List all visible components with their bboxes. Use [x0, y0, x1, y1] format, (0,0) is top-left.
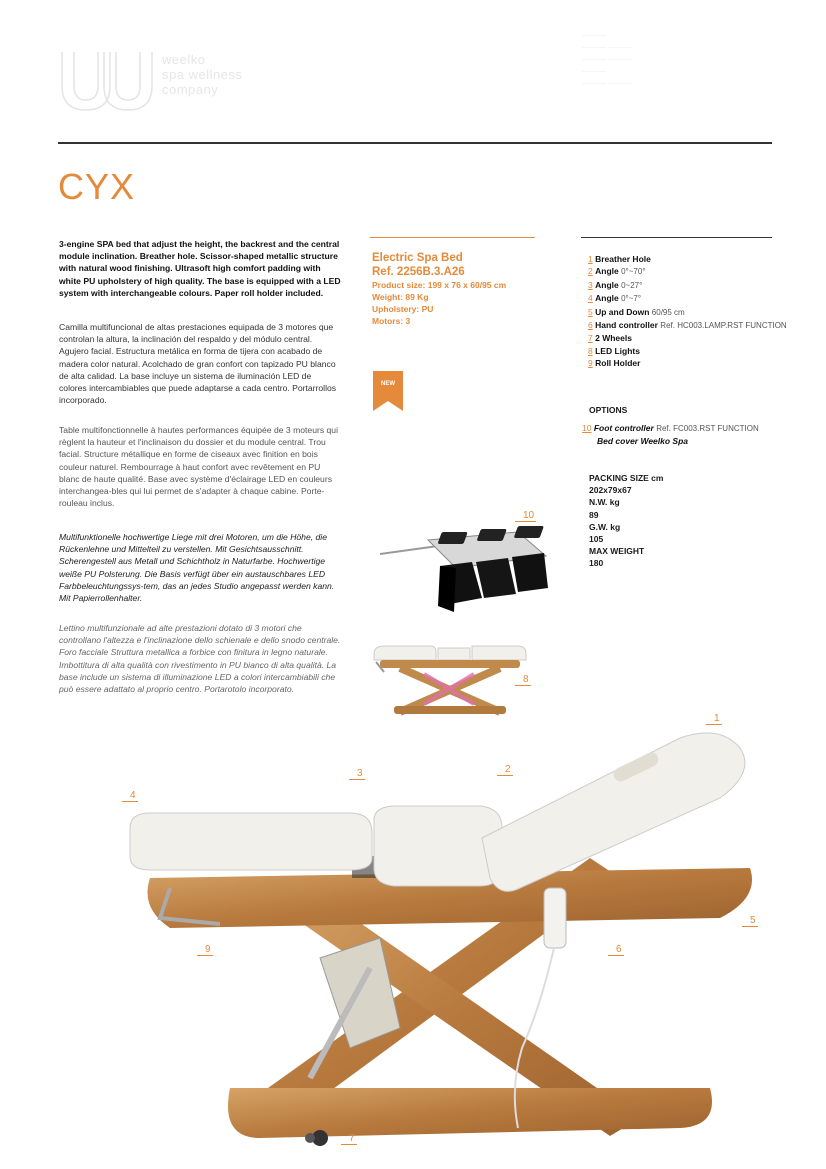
- callout-9: 9: [197, 944, 213, 956]
- faint-line: ——— ———: [582, 79, 633, 88]
- part-number: 5: [588, 306, 593, 317]
- product-upholstery: Upholstery: PU: [372, 304, 434, 314]
- description-spanish: Camilla multifuncional de altas prestaciones equipada de 3 motores que controlan la altura, la inclinación del respaldo y del módulo central. Agujero facial. Estructura metálica en forma de tijera con acabado de madera color natural. Acolchado de gran confort con tapizado PU blanco de alta calidad. La base incluye un sistema de iluminación LED de colores intercambiables que puede adaptarse a cada centro. Portarrollos incorporado.: [59, 322, 337, 406]
- callout-3: 3: [349, 768, 365, 780]
- led-bed-image: [370, 640, 530, 718]
- spa-bed-main-image: [120, 728, 770, 1148]
- options-heading: OPTIONS: [589, 405, 628, 415]
- part-name: Breather Hole: [595, 254, 651, 264]
- part-name: Roll Holder: [595, 358, 641, 369]
- list-item: [588, 279, 787, 292]
- product-name: Electric Spa Bed: [372, 252, 463, 264]
- parts-divider: [581, 237, 772, 238]
- callout-8: 8: [515, 674, 531, 686]
- callout-1: 1: [706, 713, 722, 725]
- part-name: Up and Down: [595, 306, 650, 317]
- header-faint-text: [582, 30, 632, 90]
- part-name: Angle: [595, 266, 619, 277]
- packing-info: [589, 472, 663, 570]
- callout-10: 10: [515, 510, 536, 522]
- faint-line: ———: [582, 67, 606, 76]
- description-italian: Lettino multifunzionale ad alte prestazioni dotato di 3 motori che controllano l'altezza e l'inclinazione dello schienale e dello snodo centrale. Foro facciale Struttura metallica a forbice con finitura in legno naturale. Imbottitura di alta qualità con rivestimento in PU bianco di alta qualità. La base include un sistema di illuminazione LED a colori intercambiabili che può essere adattato al proprio centro. Portarotolo incorporato.: [59, 623, 341, 695]
- gross-weight-value: 105: [589, 534, 604, 545]
- max-weight-value: 180: [589, 558, 604, 569]
- part-value: 0~27°: [621, 280, 643, 290]
- option-number: 10: [582, 423, 592, 433]
- part-number: 7: [588, 333, 593, 344]
- callout-4: 4: [122, 790, 138, 802]
- part-name: LED Lights: [595, 345, 640, 356]
- logo-line: company: [162, 82, 219, 97]
- part-name: 2 Wheels: [595, 333, 632, 344]
- logo-line: weelko: [162, 52, 206, 67]
- list-item: [582, 422, 759, 435]
- part-number: 1: [588, 254, 593, 264]
- description-english: 3-engine SPA bed that adjust the height, the backrest and the central module inclination. Breather hole. Scissor-shaped metallic structure with natural wood finishing. Ultrasoft high comfort padding with white PU upholstery of high quality. The base is equipped with a LED system with interchangeable colours. Paper roll holder included.: [59, 239, 341, 298]
- option-name: Bed cover Weelko Spa: [597, 436, 689, 446]
- list-item: [588, 306, 787, 319]
- part-number: 8: [588, 345, 593, 356]
- new-badge-label: NEW: [381, 381, 395, 387]
- net-weight-value: 89: [589, 509, 599, 520]
- callout-2: 2: [497, 764, 513, 776]
- description-german: Multifunktionelle hochwertige Liege mit drei Motoren, um die Höhe, die Rückenlehne und Mittelteil zu verstellen. Mit Gesichtsausschnitt. Scherengestell aus Metall und Schichtholz in Naturfarbe. Hochwertige weiße PU Polsterung. Die Basis verfügt über ein austauschbares LED Farbbeleuchtungssys-tem, das an jedes Studio angepasst werden kann. Mit Papierrollenhalter.: [59, 532, 335, 604]
- foot-controller-image: [378, 526, 548, 616]
- part-name: Hand controller: [595, 320, 658, 331]
- packing-size: 202x79x67: [589, 485, 632, 496]
- part-value: 0°~7°: [621, 294, 642, 304]
- faint-line: ——— ———: [582, 55, 633, 64]
- option-name: Foot controller: [593, 423, 654, 433]
- logo-line: spa wellness: [162, 67, 243, 82]
- description-french: Table multifonctionnelle à hautes performances équipée de 3 moteurs qui règlent la hauteur et l'inclinaison du dossier et du module central. Trou facial. Structure métallique en forme de ciseaux avec finition en bois couleur naturel. Rembourrage à haut confort avec revêtement en PU blanc de haute qualité. Base avec système d'éclairage LED en couleurs interchangea-bles qui lui permet de s'adapter à chaque cabine. Porte-rouleau inclus.: [59, 425, 338, 509]
- max-weight-label: MAX WEIGHT: [589, 546, 645, 557]
- page-title: CYX: [58, 166, 136, 207]
- options-list: [582, 422, 759, 447]
- product-weight: Weight: 89 Kg: [372, 292, 429, 302]
- product-size: Product size: 199 x 76 x 60/95 cm: [372, 280, 507, 290]
- gross-weight-label: G.W. kg: [589, 521, 621, 532]
- faint-line: ———: [582, 31, 606, 40]
- net-weight-label: N.W. kg: [589, 497, 620, 508]
- parts-list: [588, 253, 787, 370]
- part-name: Angle: [595, 293, 619, 304]
- weelko-logo-icon: [58, 46, 158, 116]
- product-info: [372, 251, 506, 327]
- list-item: [582, 435, 759, 447]
- part-value: 0°~70°: [621, 267, 646, 277]
- part-value: 60/95 cm: [651, 307, 685, 317]
- part-number: 6: [588, 320, 593, 331]
- list-item: [588, 332, 787, 344]
- part-number: 9: [588, 358, 593, 369]
- option-value: Ref. FC003.RST FUNCTION: [656, 424, 759, 433]
- faint-line: ——— ———: [582, 43, 633, 52]
- part-number: 2: [588, 266, 593, 277]
- logo-wordmark: [162, 52, 242, 97]
- part-number: 4: [588, 293, 593, 304]
- packing-heading: PACKING SIZE cm: [589, 473, 664, 483]
- list-item: [588, 345, 787, 357]
- callout-7: 7: [341, 1133, 357, 1145]
- part-number: 3: [588, 279, 593, 290]
- callout-6: 6: [608, 944, 624, 956]
- product-divider: [370, 237, 535, 238]
- list-item: [588, 292, 787, 305]
- product-ref: Ref. 2256B.3.A26: [372, 266, 465, 278]
- product-motors: Motors: 3: [372, 316, 411, 326]
- list-item: [588, 265, 787, 278]
- list-item: [588, 357, 787, 369]
- callout-5: 5: [742, 915, 758, 927]
- list-item: [588, 319, 787, 332]
- part-name: Angle: [595, 279, 619, 290]
- part-value: Ref. HC003.LAMP.RST FUNCTION: [660, 321, 787, 331]
- header-divider: [58, 142, 772, 144]
- new-badge: [373, 371, 403, 411]
- list-item: [588, 253, 787, 265]
